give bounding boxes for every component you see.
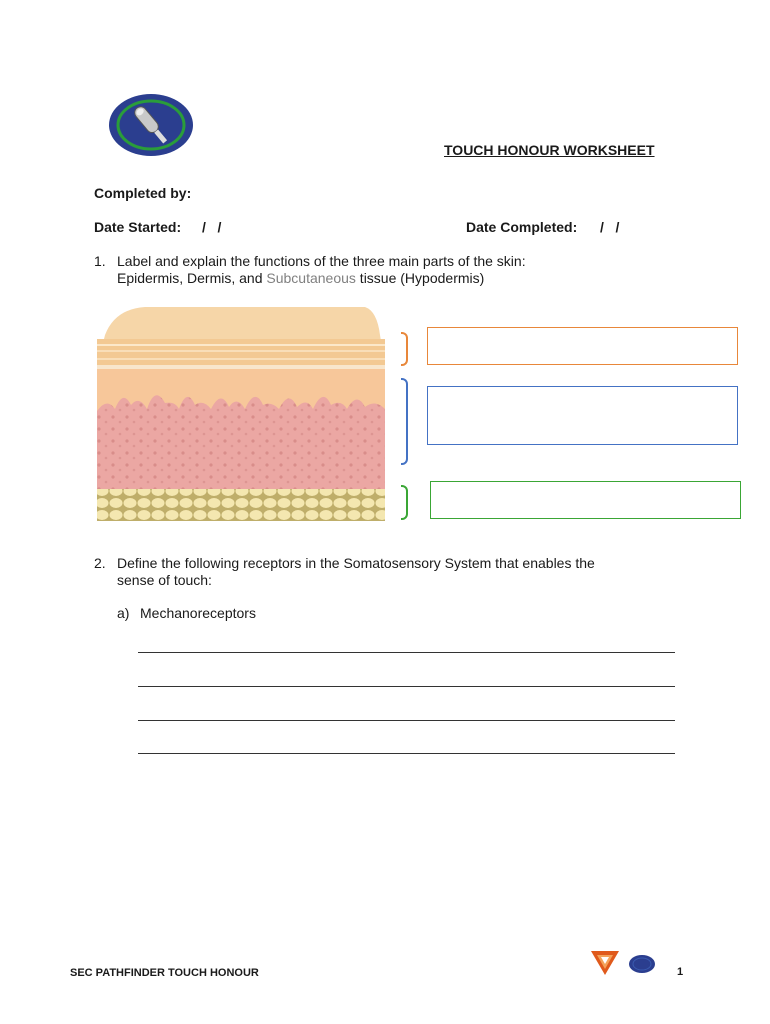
sub-question-a-label: a) xyxy=(117,605,130,621)
dermis-answer-box[interactable] xyxy=(427,386,738,445)
footer-text: SEC PATHFINDER TOUCH HONOUR xyxy=(70,967,259,979)
date-started-field[interactable]: / / xyxy=(202,219,222,235)
skin-layers-diagram xyxy=(95,305,387,523)
date-started-label: Date Started: xyxy=(94,219,182,235)
touch-honour-badge-icon xyxy=(107,93,195,157)
answer-line[interactable] xyxy=(138,753,675,754)
pathfinder-triangle-icon xyxy=(590,950,620,976)
date-completed-field[interactable]: / / xyxy=(600,219,620,235)
question-text-line2: sense of touch: xyxy=(117,572,212,588)
page-number: 1 xyxy=(677,966,684,978)
honour-badge-icon xyxy=(628,954,656,974)
question-1 xyxy=(94,253,694,293)
dermis-bracket xyxy=(401,378,408,465)
answer-line[interactable] xyxy=(138,720,675,721)
hypodermis-answer-box[interactable] xyxy=(430,481,741,519)
question-2 xyxy=(94,555,714,595)
question-number: 1. xyxy=(94,253,106,269)
epidermis-bracket xyxy=(401,332,408,366)
question-text: Define the following receptors in the Somatosensory System that enables the xyxy=(117,555,595,571)
question-text-line2: Epidermis, Dermis, and Subcutaneous tissue (Hypodermis) xyxy=(117,270,485,286)
answer-line[interactable] xyxy=(138,652,675,653)
hypodermis-bracket xyxy=(401,485,408,520)
epidermis-answer-box[interactable] xyxy=(427,327,738,365)
completed-by-label: Completed by: xyxy=(94,185,192,201)
question-text: Label and explain the functions of the three main parts of the skin: xyxy=(117,253,526,269)
worksheet-title: TOUCH HONOUR WORKSHEET xyxy=(444,142,655,158)
answer-line[interactable] xyxy=(138,686,675,687)
sub-question-a-text: Mechanoreceptors xyxy=(140,605,256,621)
question-number: 2. xyxy=(94,555,106,571)
date-completed-label: Date Completed: xyxy=(466,219,578,235)
